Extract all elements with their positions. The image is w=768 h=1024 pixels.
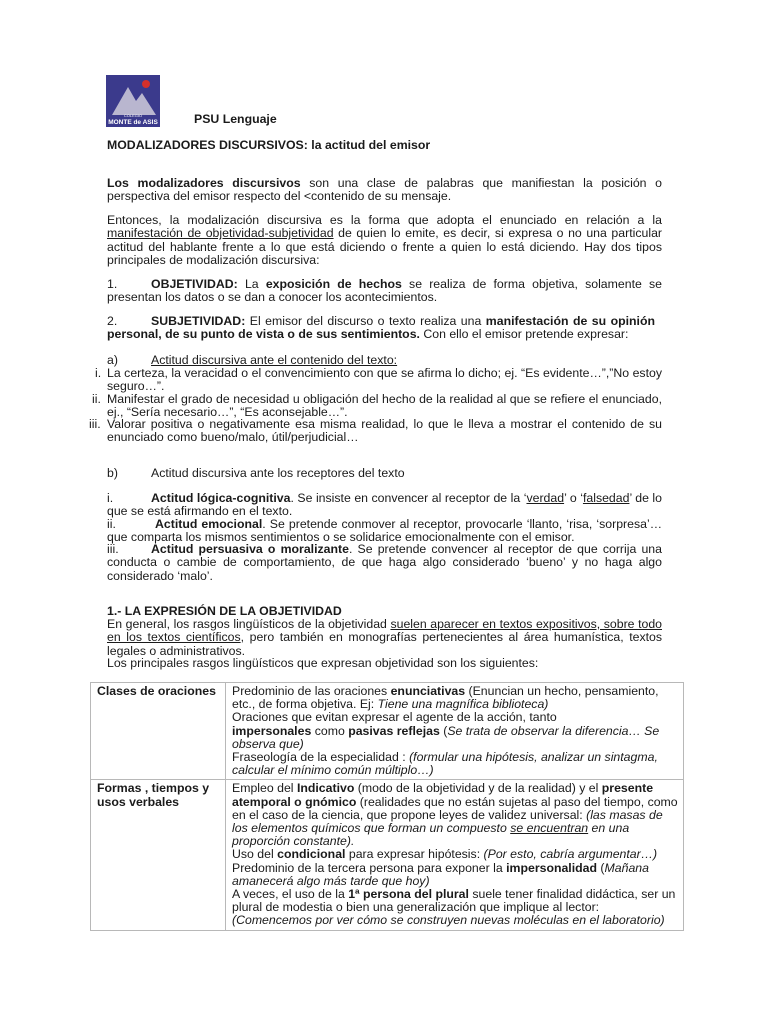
objetividad-item: 1. OBJETIVIDAD: La exposición de hechos se realiza de forma objetiva, solamente se presentan los datos o se dan a conocer los acontecimientos. [107,277,662,305]
modalization-paragraph: Entonces, la modalización discursiva es la forma que adopta el enunciado en relación a la manifestación de objetividad-subjetividad de quien lo emite, es decir, si expresa o no una particular actitud del hablante frente a lo que está diciendo o frente a quien lo está diciendo. Hay dos tipos principales de modalización discursiva: [107,213,663,268]
objetividad-heading: 1.- LA EXPRESIÓN DE LA OBJETIVIDAD [107,604,342,618]
section-a-item-3: iii. Valorar positiva o negativamente esa misma realidad, lo que le lleva a mostrar el contenido de su enunciado como bueno/malo, útil/perjudicial… [89,417,662,445]
course-name: PSU Lenguaje [194,112,277,126]
intro-paragraph: Los modalizadores discursivos son una clase de palabras que manifiestan la posición o perspectiva del emisor respecto del <contenido de su mensaje. [107,176,662,204]
section-b-item-1: i. Actitud lógica-cognitiva. Se insiste en convencer al receptor de la ‘verdad’ o ‘falsedad’ de lo que se está afirmando en el texto. [107,491,663,519]
row-content-verbos: Empleo del Indicativo (modo de la objetividad y de la realidad) y el presente atemporal o gnómico (realidades que no están sujetas al paso del tiempo, como en el caso de la ciencia, que propone leyes de validez universal: (las masas de los elementos químicos que forman un compuesto se encuentran en una proporción constante). Uso del condicional para expresar hipótesis: (Por esto, cabría argumentar…) Predominio de la tercera persona para exponer la impersonalidad (Mañana amanecerá algo más tarde que hoy) A veces, el uso de la 1ª persona del plural suele tener finalidad didáctica, ser un plural de modestia o bien una generalización que implique al lector: (Comencemos por ver cómo se construyen nuevas moléculas en el laboratorio) [226,780,684,930]
page-title: MODALIZADORES DISCURSIVOS: la actitud del emisor [107,138,431,152]
section-b-item-3: iii. Actitud persuasiva o moralizante. Se pretende convencer al receptor de que corrija una conducta o cambie de comportamiento, de que haga algo considerado ‘bueno’ y no haga algo considerado ‘malo’. [107,542,662,583]
table-row [91,683,684,780]
row-content-oraciones: Predominio de las oraciones enunciativas (Enuncian un hecho, pensamiento, etc., de forma objetiva. Ej: Tiene una magnífica biblioteca) Oraciones que evitan expresar el agente de la acción, tanto impersonales como pasivas reflejas (Se trata de observar la diferencia… Se observa que) Fraseología de la especialidad : (formular una hipótesis, analizar un sintagma, calcular el mínimo común múltiplo…) [226,683,684,780]
subjetividad-item: 2. SUBJETIVIDAD: El emisor del discurso o texto realiza una manifestación de su opinión personal, de su punto de vista o de sus sentimientos. Con ello el emisor pretende expresar: [107,314,655,342]
logo-mountain-icon [106,75,160,127]
logo-text: MONTE de ASIS [108,119,158,126]
section-a-item-2: ii. Manifestar el grado de necesidad u obligación del hecho de la realidad al que se refiere el enunciado, ej., “Sería necesario…”, “Es aconsejable…”. [92,392,662,420]
objetividad-paragraph: En general, los rasgos lingüísticos de la objetividad suelen aparecer en textos expositivos, sobre todo en los textos científicos, pero también en monografías pertenecientes al área humanística, textos legales o administrativos. [107,617,662,658]
objetividad-table [90,682,684,931]
logo-small-text: COLEGIO [123,113,143,118]
table-row [91,780,684,930]
row-label-oraciones: Clases de oraciones [91,683,226,780]
section-b-heading: b) Actitud discursiva ante los receptores del texto [107,466,405,480]
objetividad-intro: Los principales rasgos lingüísticos que expresan objetividad son los siguientes: [107,656,539,670]
school-logo [106,75,160,127]
row-label-verbos: Formas , tiempos y usos verbales [91,780,226,930]
section-a-heading: a) Actitud discursiva ante el contenido del texto: [107,353,398,367]
section-a-item-1: i. La certeza, la veracidad o el convencimiento con que se afirma lo dicho; ej. “Es evidente…”,”No estoy seguro…”. [95,366,662,394]
section-b-item-2: ii. Actitud emocional. Se pretende conmover al receptor, provocarle ‘llanto, ‘risa, ‘sorpresa’… que comparta los mismos sentimientos o se solidarice emocionalmente con el emisor. [107,517,662,545]
